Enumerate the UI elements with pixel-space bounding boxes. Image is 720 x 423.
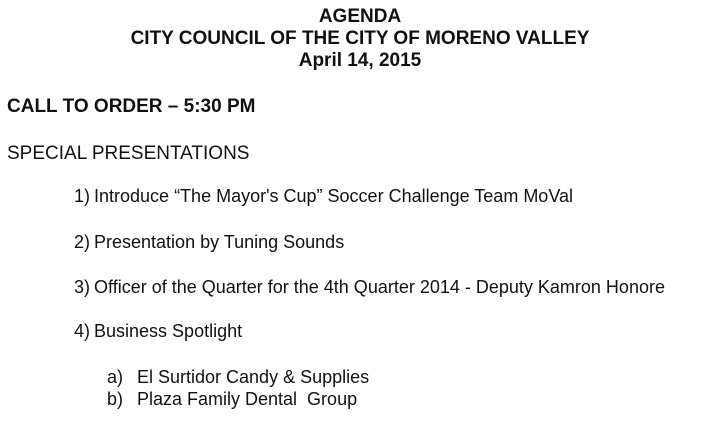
- presentation-item: [74, 276, 665, 298]
- item-number: 1): [74, 186, 91, 206]
- subitem-text: El Surtidor Candy & Supplies: [137, 367, 370, 387]
- agenda-title: AGENDA: [318, 6, 402, 27]
- subitem-text: Plaza Family Dental Group: [137, 389, 358, 409]
- meeting-date: April 14, 2015: [298, 50, 422, 71]
- spotlight-subitem: [107, 388, 357, 410]
- council-name: CITY COUNCIL OF THE CITY OF MORENO VALLEY: [130, 28, 590, 49]
- item-number: 3): [74, 277, 91, 297]
- item-number: 4): [74, 321, 91, 341]
- spotlight-subitem: [107, 366, 369, 388]
- item-text: Presentation by Tuning Sounds: [94, 232, 345, 252]
- item-text: Officer of the Quarter for the 4th Quarter 2014 - Deputy Kamron Honore: [94, 277, 665, 297]
- item-number: 2): [74, 232, 91, 252]
- subitem-letter: b): [107, 389, 124, 409]
- special-presentations-heading: SPECIAL PRESENTATIONS: [7, 143, 250, 164]
- item-text: Introduce “The Mayor's Cup” Soccer Challenge Team MoVal: [94, 186, 574, 206]
- presentation-item: [74, 231, 344, 253]
- call-to-order-heading: CALL TO ORDER – 5:30 PM: [7, 96, 256, 117]
- subitem-letter: a): [107, 367, 124, 387]
- item-text: Business Spotlight: [94, 321, 243, 341]
- presentation-item: [74, 320, 242, 342]
- agenda-header: [0, 6, 720, 72]
- presentation-item: [74, 185, 573, 207]
